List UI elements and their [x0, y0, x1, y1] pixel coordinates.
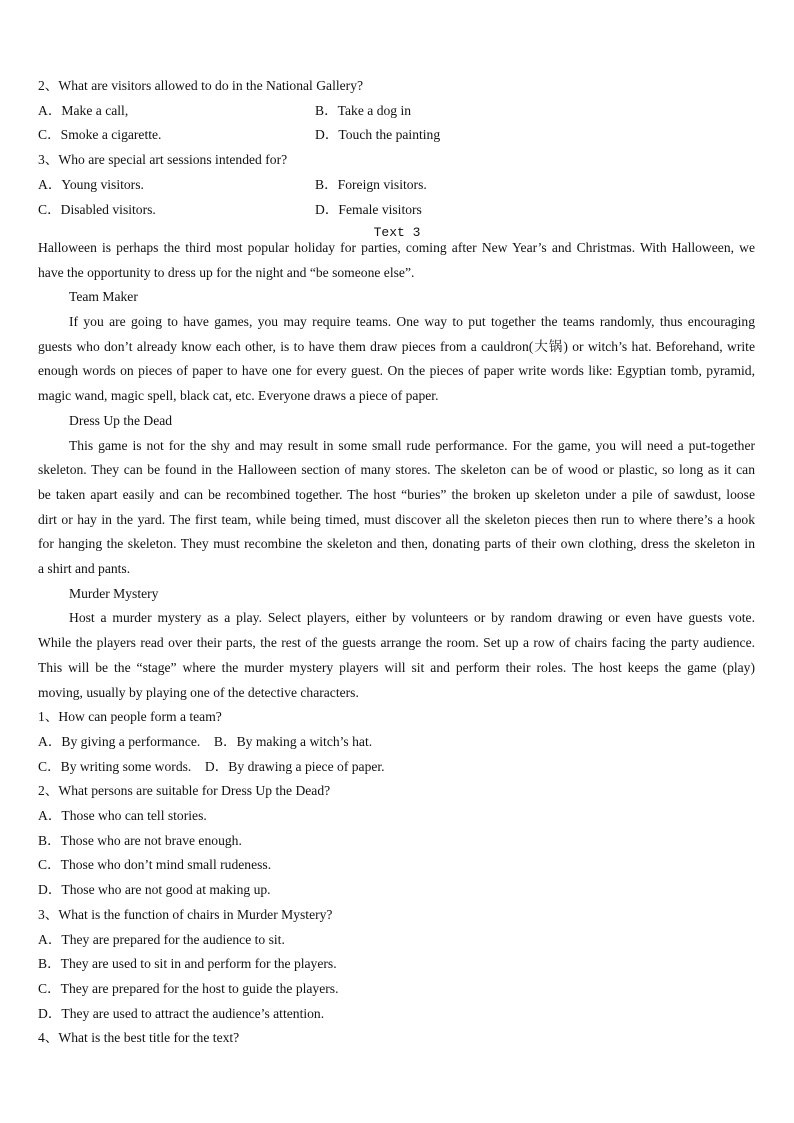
question-text: 2、What persons are suitable for Dress Up the Dead?	[38, 783, 331, 799]
question-text: 3、Who are special art sessions intended for?	[38, 152, 288, 168]
option-text: C．By writing some words. D．By drawing a piece of paper.	[38, 758, 385, 774]
option-row: A．Young visitors. B．Foreign visitors.	[38, 176, 427, 192]
question-text: 1、How can people form a team?	[38, 709, 222, 725]
option-text: D．Those who are not good at making up.	[38, 882, 271, 898]
option-text: D．Female visitors	[315, 201, 422, 217]
option-text: A．They are prepared for the audience to sit.	[38, 931, 285, 947]
paragraph-line: skeleton. They can be found in the Halloween section of many stores. The skeleton can be of wood or plastic, so long as it can	[38, 462, 755, 478]
option-row: C．Disabled visitors. D．Female visitors	[38, 201, 422, 217]
paragraph-line: magic wand, magic spell, black cat, etc. Everyone draws a piece of paper.	[38, 388, 439, 404]
paragraph-line: Host a murder mystery as a play. Select players, either by volunteers or by random drawing or even have guests vote.	[69, 610, 755, 626]
section-heading: Team Maker	[69, 289, 138, 305]
option-text: C．Those who don’t mind small rudeness.	[38, 857, 272, 873]
option-text: B．They are used to sit in and perform for the players.	[38, 956, 337, 972]
paragraph-line: guests who don’t already know each other, is to have them draw pieces from a cauldron(大锅) or witch’s hat. Beforehand, write	[38, 338, 755, 354]
option-text: A．By giving a performance. B．By making a witch’s hat.	[38, 733, 373, 749]
option-text: B．Those who are not brave enough.	[38, 832, 242, 848]
section-title: Text 3	[373, 225, 421, 241]
option-text: D．Touch the painting	[315, 127, 441, 143]
section-heading: Murder Mystery	[69, 585, 159, 601]
option-row: A．Make a call, B．Take a dog in	[38, 102, 412, 118]
option-text: C．They are prepared for the host to guide the players.	[38, 980, 339, 996]
paragraph-line: This will be the “stage” where the murder mystery players will sit and perform their roles. The host keeps the game (play)	[38, 659, 755, 675]
paragraph-line: This game is not for the shy and may result in some small rude performance. For the game, you will need a put-together	[69, 437, 755, 453]
option-row: C．Smoke a cigarette. D．Touch the painting	[38, 127, 441, 143]
paragraph-line: Halloween is perhaps the third most popular holiday for parties, coming after New Year’s and Christmas. With Halloween, we	[38, 239, 755, 255]
paragraph-line: be taken apart easily and can be recombined together. The host “buries” the broken up skeleton under a pile of sawdust, loose	[38, 486, 755, 502]
option-text: B．Foreign visitors.	[315, 176, 427, 192]
paragraph-line: enough words on pieces of paper to have one for every guest. On the pieces of paper write words like: Egyptian tomb, pyramid,	[38, 363, 755, 379]
option-text: B．Take a dog in	[315, 102, 412, 118]
paragraph-line: While the players read over their parts, the rest of the guests arrange the room. Set up a row of chairs facing the party audience.	[38, 635, 755, 651]
paragraph-line: have the opportunity to dress up for the night and “be someone else”.	[38, 264, 415, 280]
paragraph-line: for hanging the skeleton. They must recombine the skeleton and then, donating parts of their own clothing, dress the skeleton in	[38, 536, 755, 552]
paragraph-line: If you are going to have games, you may require teams. One way to put together the teams randomly, thus encouraging	[69, 314, 755, 329]
question-text: 3、What is the function of chairs in Murder Mystery?	[38, 906, 333, 922]
question-text: 4、What is the best title for the text?	[38, 1030, 240, 1046]
paragraph-line: moving, usually by playing one of the detective characters.	[38, 684, 359, 700]
option-text: A．Those who can tell stories.	[38, 808, 207, 823]
question-text: 2、What are visitors allowed to do in the National Gallery?	[38, 78, 364, 93]
section-heading: Dress Up the Dead	[69, 412, 173, 428]
option-text: D．They are used to attract the audience’s attention.	[38, 1005, 325, 1021]
paragraph-line: dirt or hay in the yard. The first team, while being timed, must discover all the skeleton pieces then run to where there’s a hook	[38, 511, 755, 527]
paragraph-line: a shirt and pants.	[38, 561, 131, 576]
